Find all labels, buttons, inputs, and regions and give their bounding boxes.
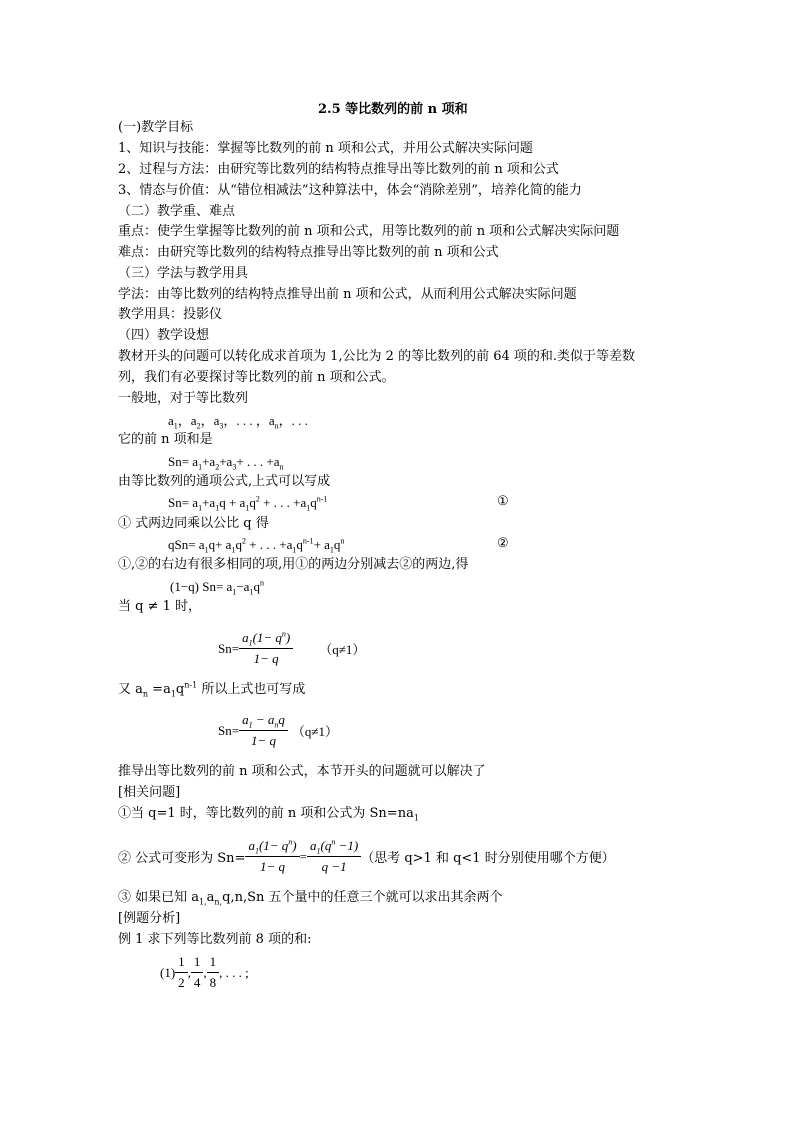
equation-one: $Sn= a_1+a_1q + a_1q^2$ + . . . $+a_1q^{n-1}$: [168, 494, 328, 513]
section-heading: (一)教学目标: [118, 120, 194, 135]
equation-two: $qSn= a_1q+ a_1q^2$ + . . . $+a_1q^{n-1}+ a_1q^n$: [168, 536, 345, 555]
text-line: 教学用具：投影仪: [118, 307, 223, 322]
text-line: 列，我们有必要探讨等比数列的前 n 项和公式。: [118, 370, 395, 385]
text-line: 2、过程与方法：由研究等比数列的结构特点推导出等比数列的前 n 项和公式: [118, 162, 559, 177]
text-line: ③ 如果已知 $a_{1,}a_{n,}q,n,Sn$ 五个量中的任意三个就可以求出其余两个: [118, 890, 503, 907]
text-line: 学法：由等比数列的结构特点推导出前 n 项和公式，从而利用公式解决实际问题: [118, 287, 577, 302]
section-heading: （三）学法与教学用具: [118, 266, 249, 281]
equation-number-two: ②: [497, 536, 509, 551]
section-heading: [相关问题]: [118, 785, 181, 800]
sum-expression: $Sn= a_1+a_2+a_3+$ . . . $+a_n$: [168, 454, 284, 472]
text-line: 一般地，对于等比数列: [118, 391, 249, 406]
text-line: 推导出等比数列的前 n 项和公式，本节开头的问题就可以解决了: [118, 764, 486, 779]
text-line: 1、知识与技能：掌握等比数列的前 n 项和公式，并用公式解决实际问题: [118, 141, 533, 156]
text-line: 难点：由研究等比数列的结构特点推导出等比数列的前 n 项和公式: [118, 245, 499, 260]
text-line: 例 1 求下列等比数列前 8 项的和:: [118, 932, 312, 947]
sum-formula-two: [218, 712, 338, 749]
text-line: 又 $a_n =a_1q^{n-1}$ 所以上式也可写成: [118, 680, 306, 699]
example-sequence: (1) $\frac{1}{2}$ , $\frac{1}{4}$ , $\frac{1}{8}$ , . . . ;: [160, 954, 249, 990]
text-line: ①,②的右边有很多相同的项,用①的两边分别减去②的两边,得: [118, 557, 469, 572]
sn-label: Sn=: [218, 640, 240, 656]
text-line: 3、情态与价值：从“错位相减法”这种算法中，体会“消除差别”，培养化简的能力: [118, 183, 582, 198]
page-title: 2.5 等比数列的前 n 项和: [318, 102, 468, 117]
sum-formula-one: [218, 630, 365, 667]
fraction: $\frac{a_1(q^n -1)}{q -1}$: [307, 838, 361, 875]
fraction: $\frac{a_1 - a_nq}{1- q}$: [239, 712, 288, 749]
text-line: 教材开头的问题可以转化成求首项为 1,公比为 2 的等比数列的前 64 项的和.类似于等差数: [118, 349, 636, 364]
difference-equation: (1−q) $Sn= a_1-a_1q^n$: [170, 578, 264, 597]
variant-formula: ② 公式可变形为 Sn= $\frac{a_1(1- q^n)}{1- q}$ = $\frac{a_1(q^n -1)}{q -1}$ （思考 q>1 和 q<1 时分别使用哪个方便）: [118, 837, 615, 874]
text-line: ①当 q=1 时，等比数列的前 n 项和公式为 $Sn=na_1$: [118, 806, 419, 823]
section-heading: [例题分析]: [118, 911, 181, 926]
sequence-expression: $a_1$，$a_2$，$a_3$，. . . ，$a_n$，. . .: [168, 413, 308, 431]
text-line: 重点：使学生掌握等比数列的前 n 项和公式，用等比数列的前 n 项和公式解决实际问题: [118, 224, 620, 239]
section-heading: （二）教学重、难点: [118, 204, 236, 219]
text-line: 它的前 n 项和是: [118, 432, 213, 447]
section-heading: （四）教学设想: [118, 328, 210, 343]
fraction: $\frac{a_1(1- q^n)}{1- q}$: [245, 838, 299, 875]
text-line: 当 q ≠ 1 时，: [118, 599, 202, 614]
condition-label: （q≠1）: [291, 724, 338, 739]
text-line: ① 式两边同乘以公比 q 得: [118, 516, 269, 531]
text-line: 由等比数列的通项公式,上式可以写成: [118, 474, 331, 489]
equation-number-one: ①: [497, 494, 509, 509]
fraction: $\frac{a_1(1- q^n)}{1- q}$: [239, 630, 293, 667]
condition-label: （q≠1）: [319, 642, 366, 657]
sn-label: Sn=: [218, 722, 240, 738]
